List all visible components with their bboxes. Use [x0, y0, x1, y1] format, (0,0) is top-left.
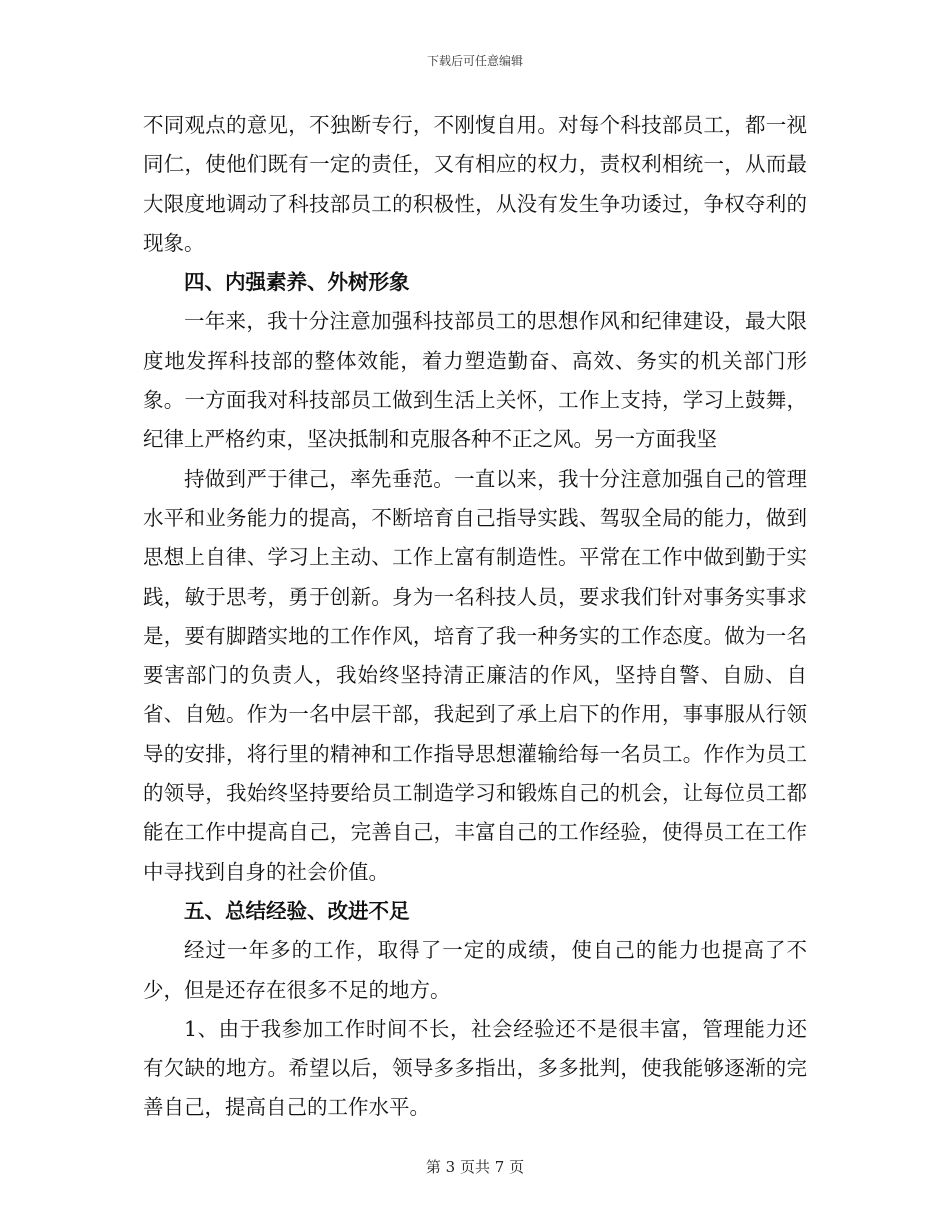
section-heading-5: 五、总结经验、改进不足: [184, 898, 410, 923]
page-header: 下载后可任意编辑: [426, 54, 523, 68]
section-heading-4: 四、内强素养、外树形象: [184, 270, 410, 295]
page-footer: 第 3 页共 7 页: [425, 1158, 525, 1176]
paragraph-discipline: 一年来，我十分注意加强科技部员工的思想作风和纪律建设，最大限度地发挥科技部的整体效能，着力塑造勤奋、高效、务实的机关部门形象。一方面我对科技部员工做到生活上关怀，工作上支持，学习上鼓舞，纪律上严格约束，坚决抵制和克服各种不正之风。另一方面我坚: [143, 309, 807, 452]
document-body: [143, 106, 807, 1128]
paragraph-self-discipline: 持做到严于律己，率先垂范。一直以来，我十分注意加强自己的管理水平和业务能力的提高，不断培育自己指导实践、驾驭全局的能力，做到思想上自律、学习上主动、工作上富有制造性。平常在工作中做到勤于实践，敏于思考，勇于创新。身为一名科技人员，要求我们针对事务实事求是，要有脚踏实地的工作作风，培育了我一种务实的工作态度。做为一名要害部门的负责人，我始终坚持清正廉洁的作风，坚持自警、自励、自省、自勉。作为一名中层干部，我起到了承上启下的作用，事事服从行领导的安排，将行里的精神和工作指导思想灌输给每一名员工。作作为员工的领导，我始终坚持要给员工制造学习和锻炼自己的机会，让每位员工都能在工作中提高自己，完善自己，丰富自己的工作经验，使得员工在工作中寻找到自身的社会价值。: [143, 466, 807, 884]
paragraph-summary: 经过一年多的工作，取得了一定的成绩，使自己的能力也提高了不少，但是还存在很多不足的地方。: [143, 938, 807, 1002]
paragraph-shortcoming-1: 1、由于我参加工作时间不长，社会经验还不是很丰富，管理能力还有欠缺的地方。希望以后，领导多多指出，多多批判，使我能够逐渐的完善自己，提高自己的工作水平。: [143, 1016, 807, 1120]
paragraph-continuation: 不同观点的意见，不独断专行，不刚愎自用。对每个科技部员工，都一视同仁，使他们既有一定的责任，又有相应的权力，责权利相统一，从而最大限度地调动了科技部员工的积极性，从没有发生争功诿过，争权夺利的现象。: [143, 113, 807, 255]
